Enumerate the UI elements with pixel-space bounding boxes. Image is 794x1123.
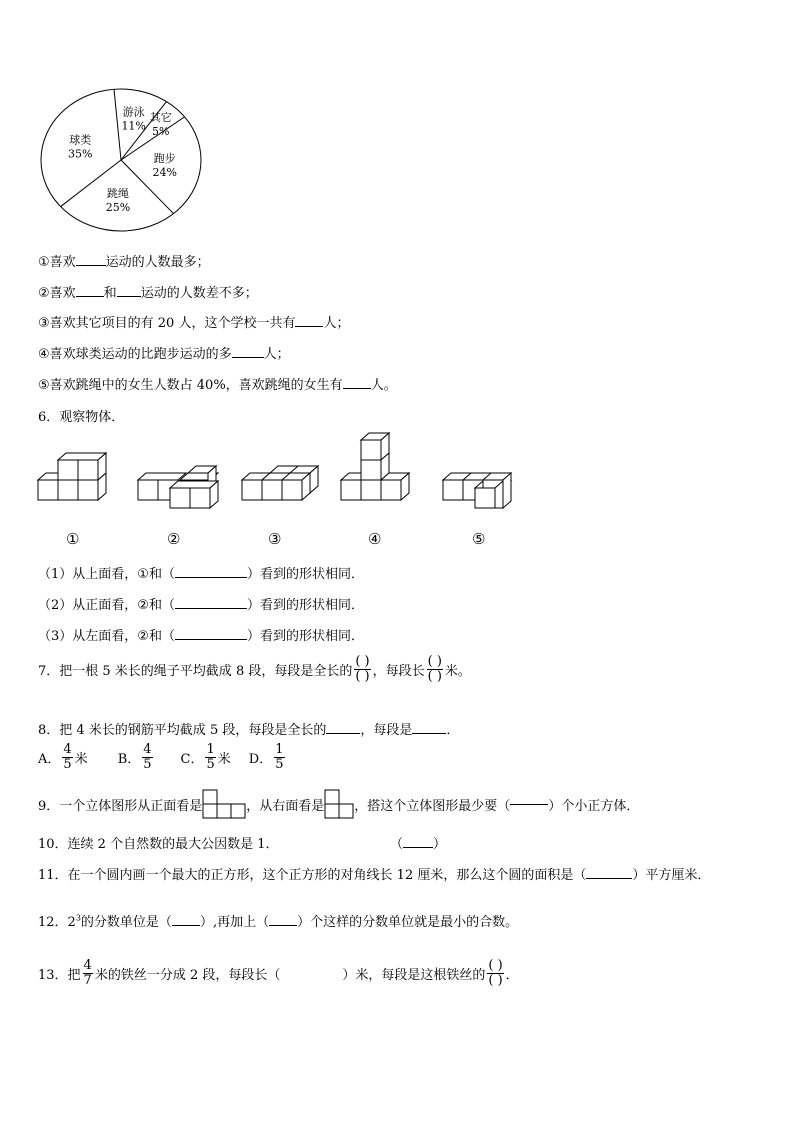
text: 的分数单位是（ bbox=[80, 915, 172, 930]
answer-blank[interactable] bbox=[175, 639, 247, 640]
circled-number: ③ bbox=[38, 316, 50, 331]
denominator: 5 bbox=[143, 756, 152, 772]
text: ）米，每段是这根铁丝的 bbox=[342, 967, 486, 983]
text: 人； bbox=[263, 347, 290, 362]
option-a-fraction bbox=[62, 743, 72, 771]
numerator-blank[interactable]: ( ) bbox=[427, 654, 442, 669]
unit: 米 bbox=[217, 751, 231, 767]
text: 和（ bbox=[148, 567, 175, 582]
answer-blank[interactable] bbox=[175, 577, 247, 578]
fraction-part: 3 bbox=[75, 913, 81, 923]
denominator: 7 bbox=[83, 972, 92, 988]
pie-slice-percent: 11% bbox=[121, 119, 146, 133]
text: （3）从左面看， bbox=[38, 629, 138, 644]
answer-blank[interactable] bbox=[172, 925, 200, 926]
cube-figure-4 bbox=[341, 433, 409, 500]
text: 8．把 4 米长的钢筋平均截成 5 段，每段是全长的 bbox=[38, 723, 327, 738]
q9 bbox=[38, 789, 639, 819]
text: 喜欢 bbox=[49, 286, 76, 301]
fraction-blank[interactable] bbox=[427, 655, 443, 683]
option-c-letter[interactable]: C． bbox=[180, 751, 204, 767]
answer-blank[interactable] bbox=[412, 733, 446, 734]
figure-label-4: ④ bbox=[368, 530, 382, 548]
pie-slice-percent: 24% bbox=[152, 165, 178, 179]
text: 和（ bbox=[148, 598, 175, 613]
text: 运动的人数差不多； bbox=[140, 286, 258, 301]
answer-blank[interactable] bbox=[326, 733, 360, 734]
option-a-letter[interactable]: A． bbox=[38, 751, 61, 767]
option-d-letter[interactable]: D． bbox=[248, 751, 273, 767]
fraction-blank[interactable] bbox=[487, 959, 503, 987]
text: 7．把一根 5 米长的绳子平均截成 8 段，每段是全长的 bbox=[38, 663, 353, 679]
text: ，每段是 bbox=[360, 723, 413, 738]
text: ）平方厘米． bbox=[632, 868, 711, 883]
pie-slice-label: 球类 bbox=[69, 133, 92, 147]
answer-blank[interactable] bbox=[510, 804, 548, 805]
cube-figure-5 bbox=[443, 473, 511, 508]
text: 米。 bbox=[444, 663, 471, 679]
answer-blank[interactable] bbox=[343, 388, 371, 389]
circled-number: ① bbox=[38, 255, 50, 270]
text: 11．在一个圆内画一个最大的正方形，这个正方形的对角线长 12 厘米，那么这个圆的面积是（ bbox=[38, 868, 587, 883]
q7 bbox=[38, 655, 471, 683]
text: 喜欢 bbox=[49, 255, 76, 270]
circled-number: ② bbox=[137, 629, 149, 644]
denominator-blank[interactable]: ( ) bbox=[488, 972, 503, 988]
answer-blank[interactable] bbox=[76, 296, 104, 297]
circled-number: ② bbox=[137, 598, 149, 613]
figure-label-2: ② bbox=[167, 530, 181, 548]
text: 人； bbox=[323, 316, 350, 331]
denominator: 5 bbox=[275, 756, 284, 772]
fraction bbox=[83, 959, 93, 987]
q6-sub-2 bbox=[38, 594, 364, 613]
option-c-fraction bbox=[205, 743, 215, 771]
text: ）看到的形状相同． bbox=[246, 598, 364, 613]
text: ）看到的形状相同． bbox=[246, 567, 364, 582]
text: 12． bbox=[38, 915, 68, 930]
denominator: 5 bbox=[63, 756, 72, 772]
pie-slice-label: 跑步 bbox=[153, 151, 176, 165]
q5-item-4 bbox=[38, 343, 290, 362]
option-d-fraction bbox=[274, 743, 284, 771]
text: 10．连续 2 个自然数的最大公因数是 1． bbox=[38, 837, 279, 852]
pie-slice-percent: 25% bbox=[105, 200, 131, 214]
numerator-blank[interactable]: ( ) bbox=[488, 958, 503, 973]
pie-slice-label: 游泳 bbox=[122, 105, 145, 119]
text: 和 bbox=[103, 286, 117, 301]
text: 喜欢其它项目的有 20 人，这个学校一共有 bbox=[49, 316, 296, 331]
answer-blank[interactable] bbox=[175, 608, 247, 609]
right-view-shape bbox=[324, 789, 354, 819]
text: 米的铁丝一分成 2 段，每段长（ bbox=[94, 967, 281, 983]
option-b-letter[interactable]: B． bbox=[117, 751, 141, 767]
denominator: 5 bbox=[206, 756, 215, 772]
answer-blank[interactable] bbox=[232, 357, 264, 358]
pie-slice-label: 跳绳 bbox=[106, 186, 129, 200]
q5-item-1 bbox=[38, 251, 210, 270]
cube-figure-1 bbox=[38, 453, 106, 500]
sports-pie-chart bbox=[38, 86, 208, 236]
text: 13．把 bbox=[38, 967, 81, 983]
numerator: 4 bbox=[143, 742, 152, 757]
q12 bbox=[38, 911, 518, 930]
numerator: 4 bbox=[83, 958, 92, 973]
q8-options bbox=[38, 743, 287, 771]
front-view-shape bbox=[202, 789, 246, 819]
answer-blank[interactable] bbox=[269, 925, 297, 926]
unit: 米 bbox=[74, 751, 88, 767]
answer-blank[interactable] bbox=[295, 326, 323, 327]
whole-part: 2 bbox=[67, 915, 76, 930]
q6-sub-3 bbox=[38, 625, 364, 644]
text: （ bbox=[390, 837, 404, 852]
text: 运动的人数最多； bbox=[105, 255, 210, 270]
numerator: 1 bbox=[275, 742, 284, 757]
q8-question bbox=[38, 719, 459, 738]
text: ，搭这个立体图形最少要（ bbox=[354, 798, 511, 814]
text: ． bbox=[505, 967, 519, 983]
denominator-blank[interactable]: ( ) bbox=[427, 668, 442, 684]
figure-label-1: ① bbox=[66, 530, 80, 548]
circled-number: ④ bbox=[38, 347, 50, 362]
q13 bbox=[38, 959, 519, 987]
q5-item-2 bbox=[38, 282, 258, 301]
text: ，每段长 bbox=[372, 663, 425, 679]
text: ）看到的形状相同． bbox=[246, 629, 364, 644]
text: ） bbox=[433, 837, 447, 852]
pie-slice-percent: 35% bbox=[67, 147, 93, 161]
text: ，从右面看是 bbox=[246, 798, 325, 814]
mixed-number bbox=[68, 915, 81, 930]
text: 喜欢球类运动的比跑步运动的多 bbox=[49, 347, 232, 362]
fraction-blank[interactable] bbox=[354, 655, 370, 683]
pie-slice-label: 其它 bbox=[149, 110, 172, 124]
cube-figure-3 bbox=[242, 466, 318, 500]
text: ． bbox=[446, 723, 460, 738]
answer-blank[interactable] bbox=[76, 265, 106, 266]
q6-title: 6．观察物体． bbox=[38, 410, 125, 425]
text: ）个小正方体． bbox=[548, 798, 640, 814]
text: 人。 bbox=[370, 378, 397, 393]
figure-label-5: ⑤ bbox=[472, 530, 486, 548]
text: 和（ bbox=[148, 629, 175, 644]
text: （2）从正面看， bbox=[38, 598, 138, 613]
numerator: 1 bbox=[206, 742, 215, 757]
figure-label-3: ③ bbox=[268, 530, 282, 548]
q10 bbox=[38, 833, 278, 852]
pie-slice-percent: 5% bbox=[151, 124, 170, 138]
text: 喜欢跳绳中的女生人数占 40%，喜欢跳绳的女生有 bbox=[49, 378, 343, 393]
text: ）个这样的分数单位就是最小的合数。 bbox=[297, 915, 519, 930]
answer-blank[interactable] bbox=[586, 878, 632, 879]
q11 bbox=[38, 864, 710, 883]
q6-sub-1 bbox=[38, 563, 364, 582]
text: （1）从上面看， bbox=[38, 567, 138, 582]
text: ）,再加上（ bbox=[199, 915, 270, 930]
answer-blank[interactable] bbox=[117, 296, 141, 297]
q10-answer bbox=[390, 833, 446, 852]
cube-figure-2 bbox=[138, 466, 218, 508]
circled-number: ① bbox=[137, 567, 149, 582]
q5-item-3 bbox=[38, 312, 349, 331]
denominator-blank[interactable]: ( ) bbox=[355, 668, 370, 684]
option-b-fraction bbox=[142, 743, 152, 771]
text: 9．一个立体图形从正面看是 bbox=[38, 798, 203, 814]
numerator-blank[interactable]: ( ) bbox=[355, 654, 370, 669]
circled-number: ② bbox=[38, 286, 50, 301]
circled-number: ⑤ bbox=[38, 378, 50, 393]
numerator: 4 bbox=[63, 742, 72, 757]
answer-blank[interactable] bbox=[403, 847, 433, 848]
q5-item-5 bbox=[38, 374, 397, 393]
